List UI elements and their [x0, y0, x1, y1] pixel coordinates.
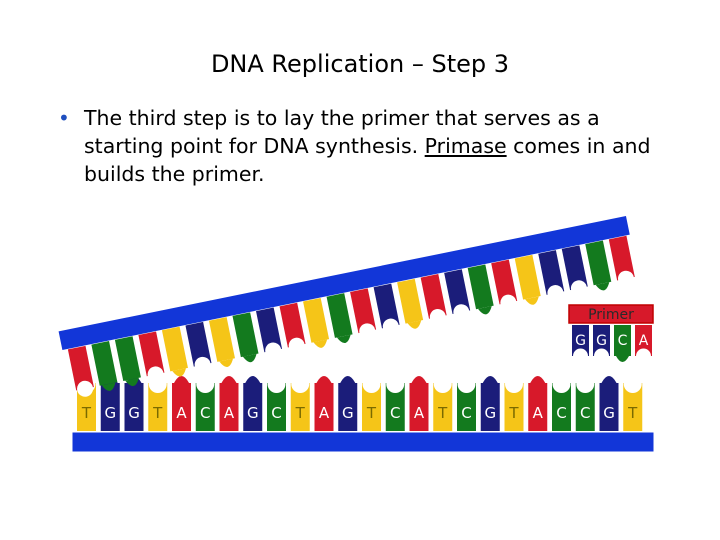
base-letter: T — [295, 404, 305, 422]
primer-base — [572, 325, 589, 364]
primer-base — [614, 325, 631, 362]
top-base — [162, 327, 189, 379]
base-bump — [340, 376, 355, 383]
base-notch — [291, 375, 309, 393]
bottom-base — [481, 376, 500, 431]
base-notch — [386, 375, 404, 393]
base-block — [303, 298, 329, 343]
bottom-base — [600, 376, 619, 431]
bullet-text-after: comes in and builds the primer. — [84, 134, 651, 186]
top-base — [515, 255, 542, 307]
slide-title: DNA Replication – Step 3 — [210, 50, 510, 78]
base-letter: T — [81, 404, 92, 422]
base-letter: C — [461, 404, 472, 422]
primase-keyword: Primase — [424, 134, 507, 158]
base-letter: C — [390, 404, 401, 422]
base-bump — [616, 356, 629, 362]
base-block — [468, 264, 494, 309]
bottom-base — [172, 376, 191, 431]
top-base — [468, 264, 495, 316]
bottom-base — [291, 375, 310, 431]
top-base — [280, 303, 308, 356]
base-notch — [553, 375, 571, 393]
base-letter: C — [271, 404, 282, 422]
base-notch — [505, 375, 523, 393]
bullet-icon: • — [58, 106, 70, 130]
base-notch — [594, 349, 609, 364]
primer-letter: C — [617, 333, 628, 349]
base-notch — [196, 375, 214, 393]
base-notch — [636, 349, 651, 364]
base-bump — [245, 376, 260, 383]
bottom-backbone — [72, 432, 654, 452]
bottom-base — [243, 376, 262, 431]
base-block — [115, 336, 141, 381]
base-letter: G — [341, 404, 354, 422]
bottom-base — [623, 375, 642, 431]
base-bump — [602, 376, 617, 383]
top-base — [585, 241, 612, 293]
base-bump — [317, 376, 332, 383]
base-bump — [222, 376, 237, 383]
top-base — [68, 346, 96, 399]
bottom-base — [410, 376, 429, 431]
top-base — [491, 260, 519, 313]
top-base — [609, 236, 637, 289]
base-letter: T — [438, 404, 448, 422]
bottom-base — [433, 375, 452, 431]
bottom-base — [362, 375, 381, 431]
base-letter: A — [532, 404, 543, 422]
base-notch — [624, 375, 642, 393]
base-letter: A — [413, 404, 425, 422]
base-letter: C — [580, 404, 591, 422]
bottom-base — [528, 376, 547, 431]
bottom-base — [386, 375, 405, 431]
bottom-base — [552, 375, 571, 431]
top-base — [538, 250, 566, 303]
base-letter: T — [628, 404, 638, 422]
top-base — [185, 322, 213, 375]
base-letter: C — [556, 404, 567, 422]
primer-base — [635, 325, 652, 364]
bottom-base — [220, 376, 239, 431]
top-base — [232, 312, 259, 364]
base-notch — [363, 375, 381, 393]
bottom-base — [315, 376, 334, 431]
top-base — [397, 279, 424, 331]
top-base — [115, 336, 142, 388]
bullet-text-before: The third step is to lay the primer that serves as a starting point for DNA synthesis. — [84, 106, 600, 158]
base-letter: C — [200, 404, 211, 422]
base-letter: G — [484, 404, 497, 422]
base-letter: T — [509, 404, 519, 422]
base-letter: G — [104, 404, 117, 422]
base-block — [327, 293, 353, 338]
base-bump — [174, 376, 189, 383]
base-letter: T — [366, 404, 377, 422]
top-base — [209, 317, 236, 369]
base-notch — [576, 375, 594, 393]
top-base — [374, 284, 402, 337]
bottom-base — [338, 376, 357, 431]
top-base — [350, 288, 378, 341]
bottom-base — [267, 375, 286, 431]
bottom-base — [505, 375, 524, 431]
base-block — [397, 279, 423, 324]
base-letter: A — [318, 404, 330, 422]
base-letter: G — [246, 404, 259, 422]
top-base — [256, 308, 284, 361]
bottom-base — [457, 375, 476, 431]
base-block — [232, 312, 258, 357]
primer-label-text: Primer — [588, 307, 634, 323]
top-strand — [58, 215, 640, 399]
bottom-base — [148, 375, 167, 431]
bottom-base — [196, 375, 215, 431]
base-block — [162, 327, 188, 372]
base-notch — [434, 375, 452, 393]
base-bump — [483, 376, 498, 383]
base-block — [91, 341, 117, 386]
base-letter: G — [128, 404, 140, 422]
top-base — [327, 293, 354, 345]
base-letter: G — [603, 404, 615, 422]
top-base — [303, 298, 330, 350]
top-base — [421, 274, 449, 327]
base-letter: A — [176, 404, 187, 422]
base-notch — [268, 375, 286, 393]
primer-letter: G — [596, 333, 607, 349]
base-bump — [412, 376, 427, 383]
base-letter: T — [153, 404, 163, 422]
primer-label — [569, 305, 653, 323]
base-block — [515, 255, 541, 300]
base-block — [585, 241, 611, 286]
primer-base — [593, 325, 610, 364]
top-base — [138, 331, 166, 384]
top-base — [444, 269, 472, 322]
primer-letter: A — [638, 333, 649, 349]
primer-letter: G — [575, 333, 586, 349]
base-block — [209, 317, 235, 362]
base-letter: A — [223, 404, 235, 422]
base-bump — [530, 376, 545, 383]
base-notch — [573, 349, 588, 364]
top-base — [562, 245, 590, 298]
bottom-base — [576, 375, 595, 431]
base-notch — [458, 375, 476, 393]
